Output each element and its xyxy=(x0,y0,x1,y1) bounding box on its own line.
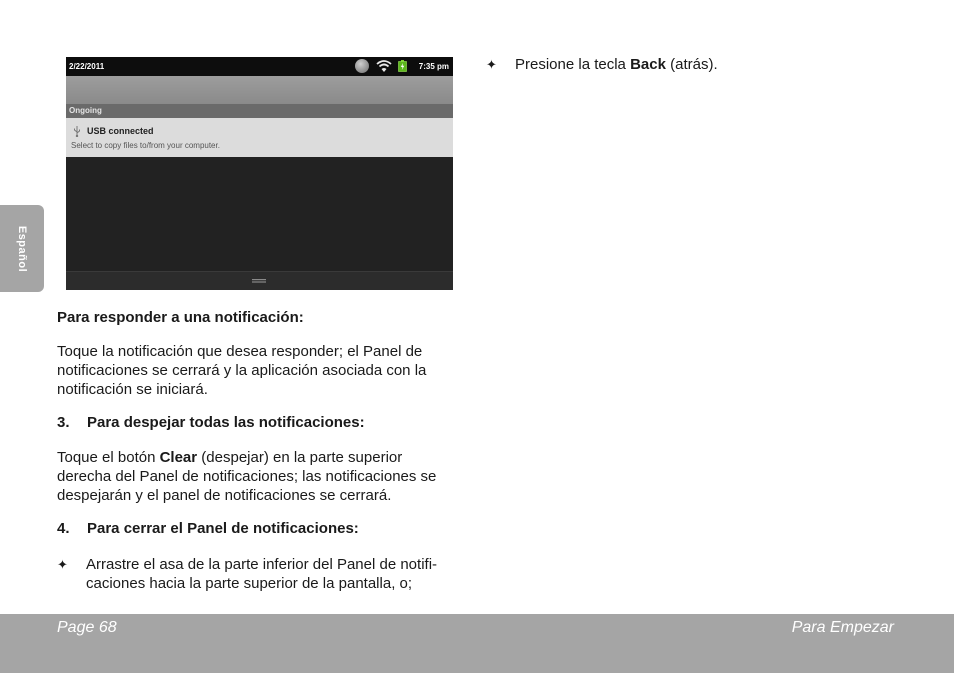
respond-heading: Para responder a una notificación: xyxy=(57,309,304,326)
drag-bullet-text xyxy=(86,555,437,593)
status-bar xyxy=(66,57,453,76)
step-4-title: Para cerrar el Panel de notificaciones: xyxy=(87,520,359,537)
page-number: Page 68 xyxy=(57,619,117,636)
language-label: Español xyxy=(16,225,28,273)
panel-header xyxy=(66,76,453,104)
status-date: 2/22/2011 xyxy=(69,62,105,71)
respond-paragraph xyxy=(57,342,426,399)
back-post: (atrás). xyxy=(665,56,718,73)
notification-panel-screenshot xyxy=(66,57,453,290)
status-time: 7:35 pm xyxy=(418,62,449,71)
drag-line-1: Arrastre el asa de la parte inferior del Panel de notifi- xyxy=(86,556,438,573)
step-3-title: Para despejar todas las notificaciones: xyxy=(87,414,365,431)
bullet-star-icon: ✦ xyxy=(486,57,497,72)
panel-bottom-bar xyxy=(66,271,453,290)
clear-button-name: Clear xyxy=(159,449,198,466)
step-4-number: 4. xyxy=(57,520,70,537)
clear-line-1 xyxy=(57,448,436,467)
drag-line-2: caciones hacia la parte superior de la pantalla, o; xyxy=(86,575,413,592)
clear-line-2: derecha del Panel de notificaciones; las notificaciones se xyxy=(57,468,437,485)
back-bullet-text xyxy=(515,55,718,74)
usb-icon xyxy=(73,126,81,137)
back-key-name: Back xyxy=(630,56,666,73)
step-3-number: 3. xyxy=(57,414,70,431)
section-name: Para Empezar xyxy=(791,619,894,636)
clear-line-3: despejarán y el panel de notificaciones se cerrará. xyxy=(57,487,392,504)
globe-icon xyxy=(355,59,369,73)
ongoing-label: Ongoing xyxy=(69,106,102,115)
page-footer xyxy=(0,614,954,673)
respond-line-1: Toque la notificación que desea responder; el Panel de xyxy=(57,343,423,360)
bullet-star-icon: ✦ xyxy=(57,557,68,572)
ongoing-section-header xyxy=(66,104,453,118)
respond-line-3: notificación se iniciará. xyxy=(57,381,208,398)
notification-subtitle: Select to copy files to/from your computer. xyxy=(71,141,220,150)
language-side-tab xyxy=(0,205,44,292)
notification-title: USB connected xyxy=(87,126,154,136)
back-pre: Presione la tecla xyxy=(515,56,631,73)
clear-paragraph xyxy=(57,448,436,505)
clear-line-1-pre: Toque el botón xyxy=(57,449,160,466)
respond-line-2: notificaciones se cerrará y la aplicación asociada con la xyxy=(57,362,427,379)
wifi-icon xyxy=(376,59,392,73)
clear-line-1-post: (despejar) en la parte superior xyxy=(197,449,403,466)
drag-handle-icon[interactable] xyxy=(252,279,266,283)
usb-notification[interactable] xyxy=(66,118,453,157)
battery-icon xyxy=(398,60,407,72)
